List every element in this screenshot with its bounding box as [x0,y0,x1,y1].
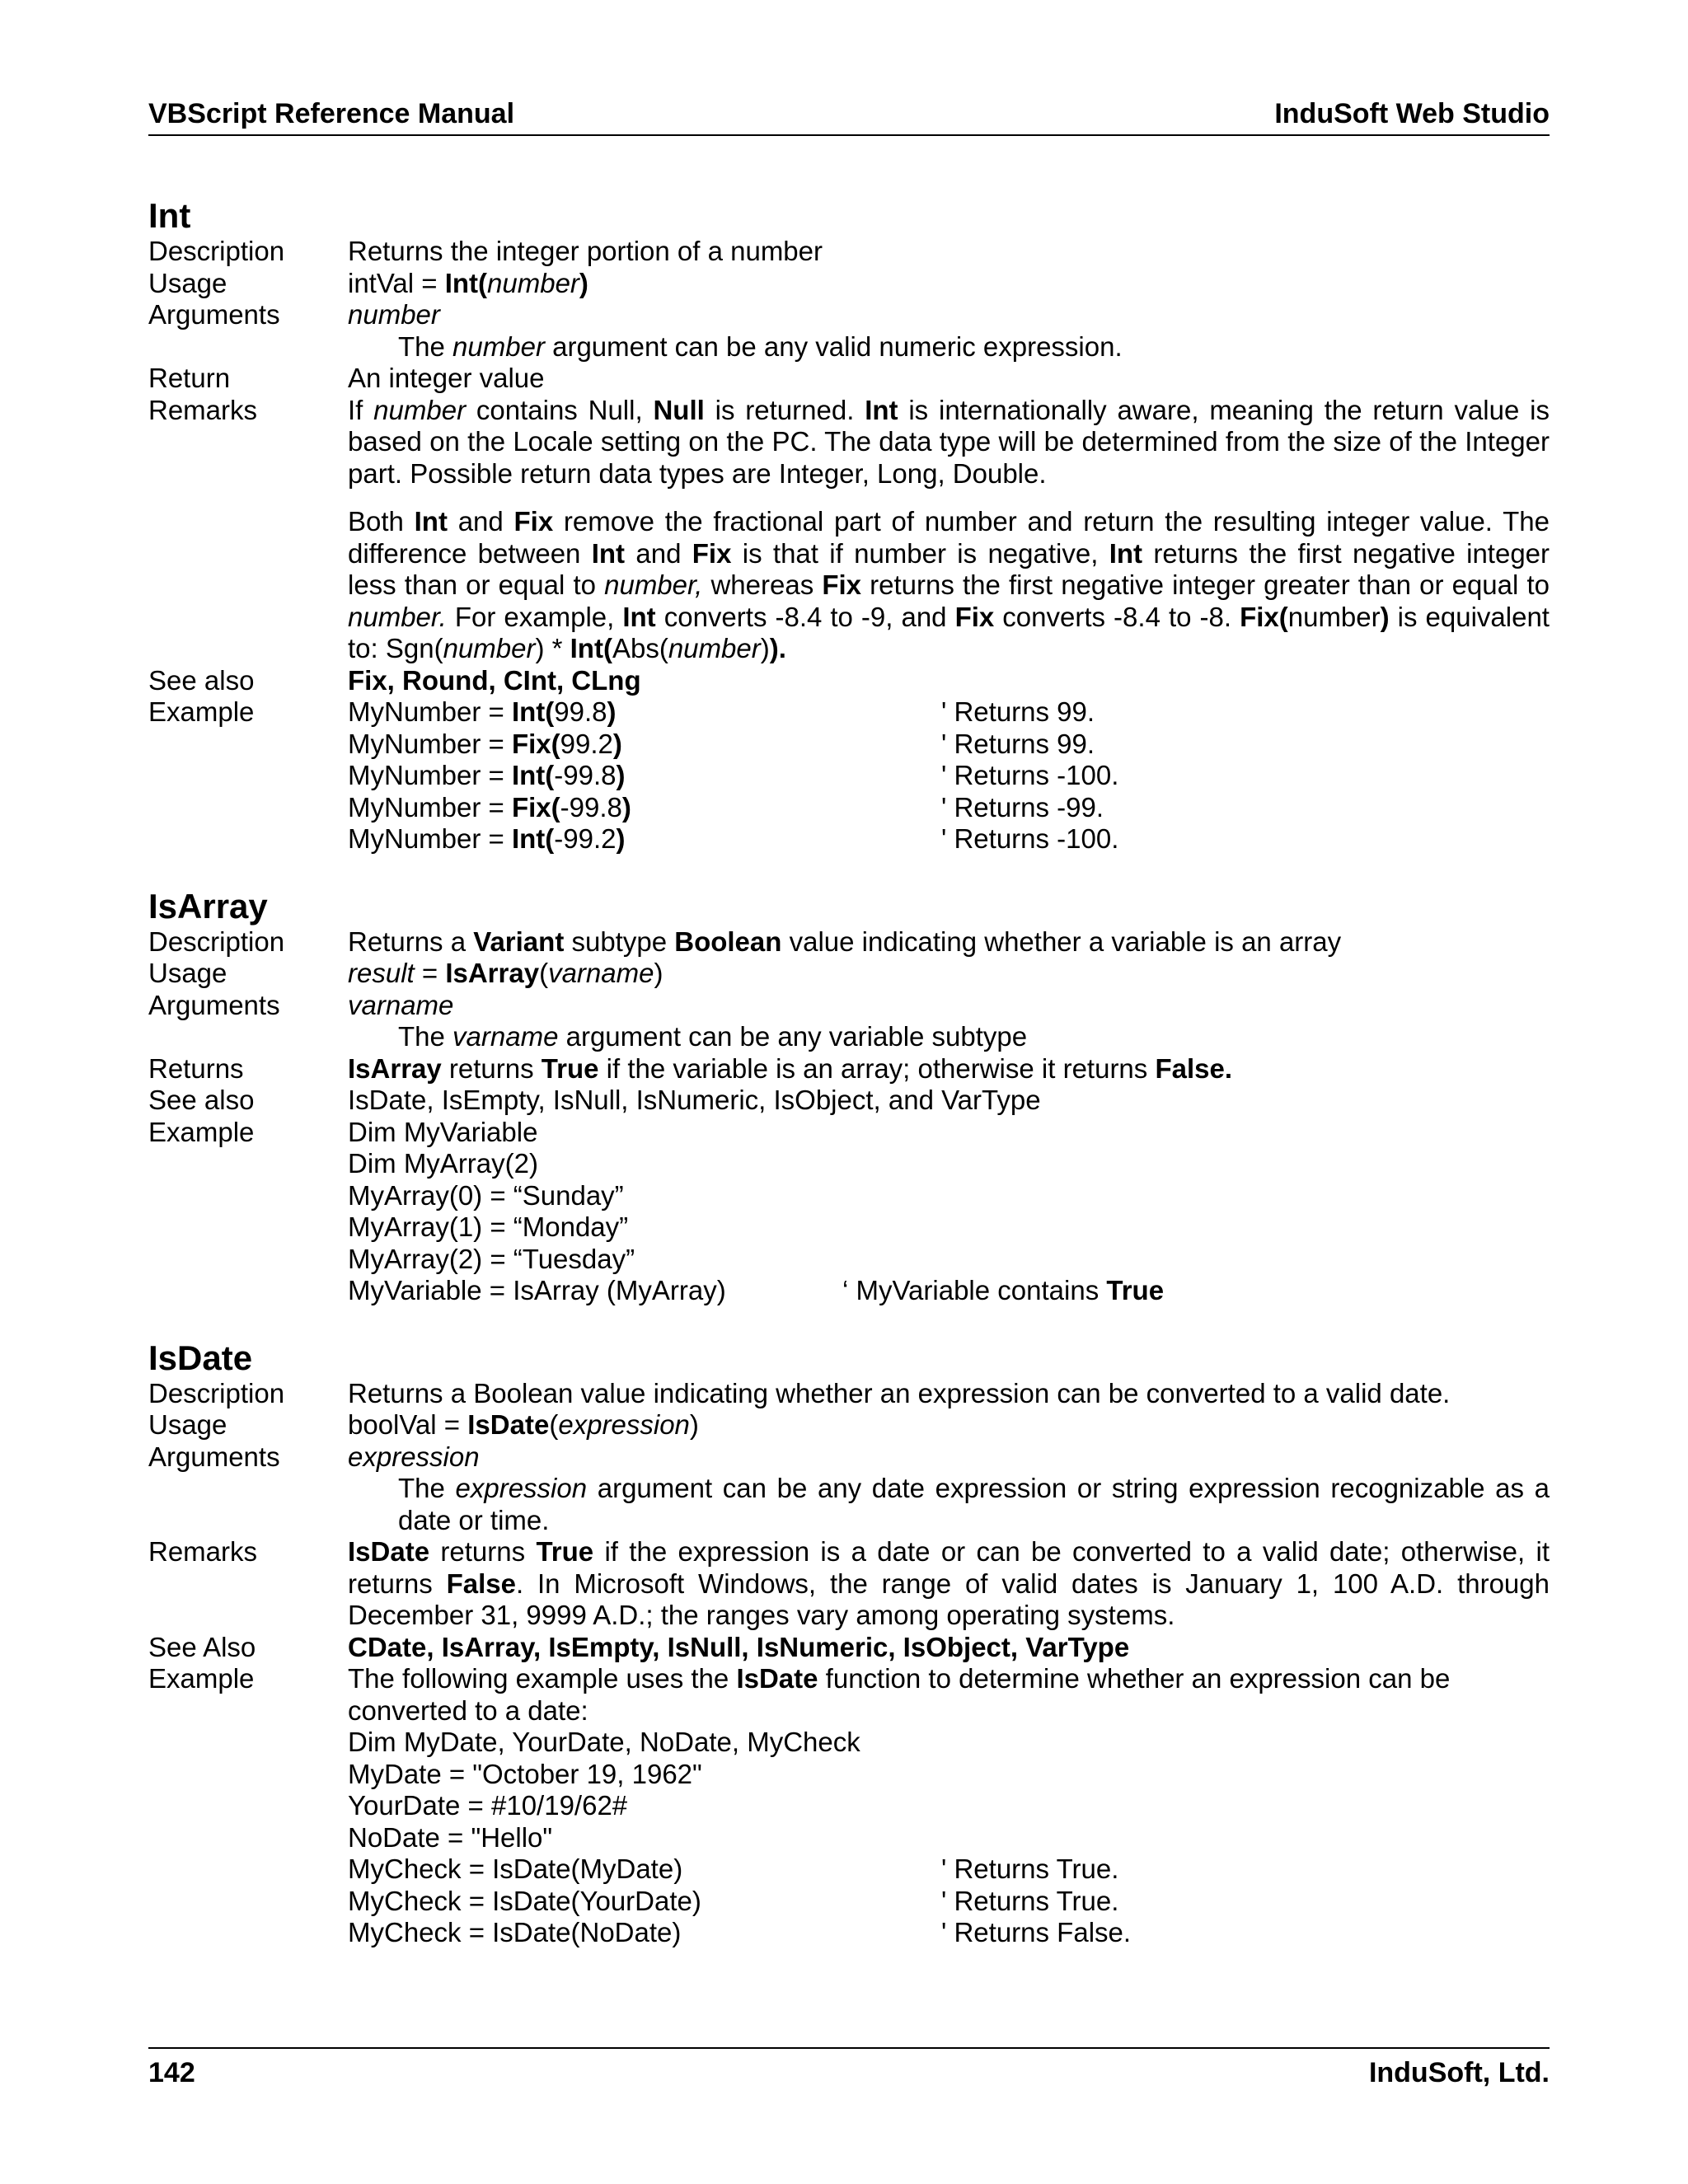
section-isarray [148,887,1550,1307]
isarray-arg-name: varname [348,989,454,1020]
page-content [148,196,1550,1949]
section-int [148,196,1550,855]
isdate-see-also: CDate, IsArray, IsEmpty, IsNull, IsNumeric, IsObject, VarType [348,1631,1130,1662]
code-line: MyVariable = IsArray (MyArray) ‘ MyVariable contains True [348,1275,1165,1305]
isdate-description-row [148,1378,1550,1410]
label-return: Return [148,363,231,393]
isdate-usage-row [148,1409,1550,1441]
header-manual-title: VBScript Reference Manual [148,98,515,129]
isdate-example-intro: The following example uses the IsDate function to determine whether an expression can be converted to a date: [348,1663,1451,1726]
int-example-line: MyNumber = Int(99.8) ' Returns 99. [348,696,1095,727]
isarray-returns-row [148,1053,1550,1085]
code-comment: ' Returns -99. [941,791,1104,823]
label-see-also: See also [148,1085,255,1115]
isarray-usage-row [148,958,1550,990]
code-comment: ' Returns True. [941,1885,1119,1916]
int-remarks-p1: If number contains Null, Null is returned. Int is internationally aware, meaning the return value is based on the Locale setting on the PC. The data type will be determined from the size of the Integer part. Possible return data types are Integer, Long, Double. [348,394,1550,489]
isdate-remarks-row [148,1536,1550,1632]
code-line: MyArray(2) = “Tuesday” [348,1243,635,1274]
int-see-also-row [148,665,1550,697]
label-remarks: Remarks [148,1536,258,1567]
isarray-arguments-row [148,990,1550,1053]
code-line: Dim MyArray(2) [348,1148,538,1179]
section-title-int: Int [148,196,191,235]
label-description: Description [148,926,285,957]
label-usage: Usage [148,1409,227,1440]
label-see-also: See Also [148,1631,256,1662]
code-comment: ' Returns False. [941,1917,1132,1947]
code-line: MyDate = "October 19, 1962" [348,1758,702,1789]
isdate-remarks: IsDate returns True if the expression is a date or can be converted to a valid date; otherwise, it returns False. In Microsoft Windows, the range of valid dates is January 1, 100 A.D. through December 31, 9999 A.D.; the ranges vary among operating systems. [348,1536,1550,1630]
label-example: Example [148,1663,255,1694]
code-line: MyCheck = IsDate(YourDate) ' Returns True. [348,1885,1119,1916]
label-example: Example [148,1116,255,1147]
int-remarks-p2: Both Int and Fix remove the fractional part of number and return the resulting integer value. The difference between Int and Fix is that if number is negative, Int returns the first negative integer less than or equal to number, whereas Fix returns the first negative integer greater than or equal to number. For example, Int converts -8.4 to -9, and Fix converts -8.4 to -8. Fix(number) is equivalent to: Sgn(number) * Int(Abs(number)). [348,506,1550,663]
isdate-example-row [148,1663,1550,1949]
int-arg-name: number [348,299,440,330]
isarray-arg-desc: The varname argument can be any variable subtype [398,1021,1028,1052]
section-title-isdate: IsDate [148,1338,253,1377]
int-usage: intVal = Int(number) [348,267,588,298]
int-usage-row [148,268,1550,300]
int-description-row [148,236,1550,268]
code-line: MyArray(0) = “Sunday” [348,1179,624,1211]
code-line: MyArray(1) = “Monday” [348,1212,629,1242]
code-line: Dim MyDate, YourDate, NoDate, MyCheck [348,1727,860,1757]
header-product-name: InduSoft Web Studio [1274,98,1550,129]
code-line: MyCheck = IsDate(NoDate) ' Returns False. [348,1917,1132,1947]
code-comment: ' Returns 99. [941,728,1095,759]
label-arguments: Arguments [148,989,280,1020]
page-header [148,98,1550,136]
isarray-example-row [148,1117,1550,1307]
int-remarks-row [148,395,1550,665]
isdate-arg-name: expression [348,1441,480,1472]
code-line: NoDate = "Hello" [348,1821,553,1853]
label-see-also: See also [148,664,255,696]
section-isdate [148,1338,1550,1949]
int-description: Returns the integer portion of a number [348,236,823,266]
int-return: An integer value [348,363,545,393]
section-title-isarray: IsArray [148,886,268,926]
isarray-see-also-row [148,1085,1550,1117]
label-remarks: Remarks [148,394,258,425]
label-arguments: Arguments [148,1441,280,1472]
isdate-arg-desc: The expression argument can be any date expression or string expression recognizable as a date or time. [398,1473,1550,1535]
int-return-row [148,363,1550,395]
label-description: Description [148,236,285,266]
code-comment: ' Returns 99. [941,696,1095,727]
code-comment: ' Returns -100. [941,760,1119,790]
label-usage: Usage [148,958,227,988]
isarray-returns: IsArray returns True if the variable is an array; otherwise it returns False. [348,1052,1233,1084]
label-returns: Returns [148,1052,244,1084]
isarray-usage: result = IsArray(varname) [348,958,663,988]
page-footer [148,2047,1550,2088]
label-arguments: Arguments [148,299,280,330]
int-example-line: MyNumber = Int(-99.2) ' Returns -100. [348,823,1119,854]
label-description: Description [148,1377,285,1408]
isdate-description: Returns a Boolean value indicating whether an expression can be converted to a valid date. [348,1377,1451,1408]
isdate-usage: boolVal = IsDate(expression) [348,1409,699,1440]
footer-company: InduSoft, Ltd. [1368,2057,1550,2088]
code-line: YourDate = #10/19/62# [348,1790,628,1821]
code-comment: ' Returns True. [941,1854,1119,1884]
int-arguments-row [148,299,1550,363]
isarray-description: Returns a Variant subtype Boolean value indicating whether a variable is an array [348,926,1342,957]
page-number: 142 [148,2057,195,2088]
int-arg-desc: The number argument can be any valid numeric expression. [398,330,1123,362]
int-example-line: MyNumber = Fix(99.2) ' Returns 99. [348,728,1095,759]
code-comment: ‘ MyVariable contains True [842,1275,1165,1305]
int-example-row [148,696,1550,855]
isdate-see-also-row [148,1632,1550,1664]
int-see-also: Fix, Round, CInt, CLng [348,664,641,696]
int-example-line: MyNumber = Int(-99.8) ' Returns -100. [348,760,1119,790]
label-example: Example [148,696,255,727]
code-line: Dim MyVariable [348,1116,538,1147]
code-line: MyCheck = IsDate(MyDate) ' Returns True. [348,1854,1119,1884]
code-comment: ' Returns -100. [941,823,1119,854]
int-example-line: MyNumber = Fix(-99.8) ' Returns -99. [348,791,1104,823]
isdate-arguments-row [148,1441,1550,1537]
isarray-see-also: IsDate, IsEmpty, IsNull, IsNumeric, IsObject, and VarType [348,1085,1041,1115]
isarray-description-row [148,926,1550,958]
label-usage: Usage [148,267,227,298]
